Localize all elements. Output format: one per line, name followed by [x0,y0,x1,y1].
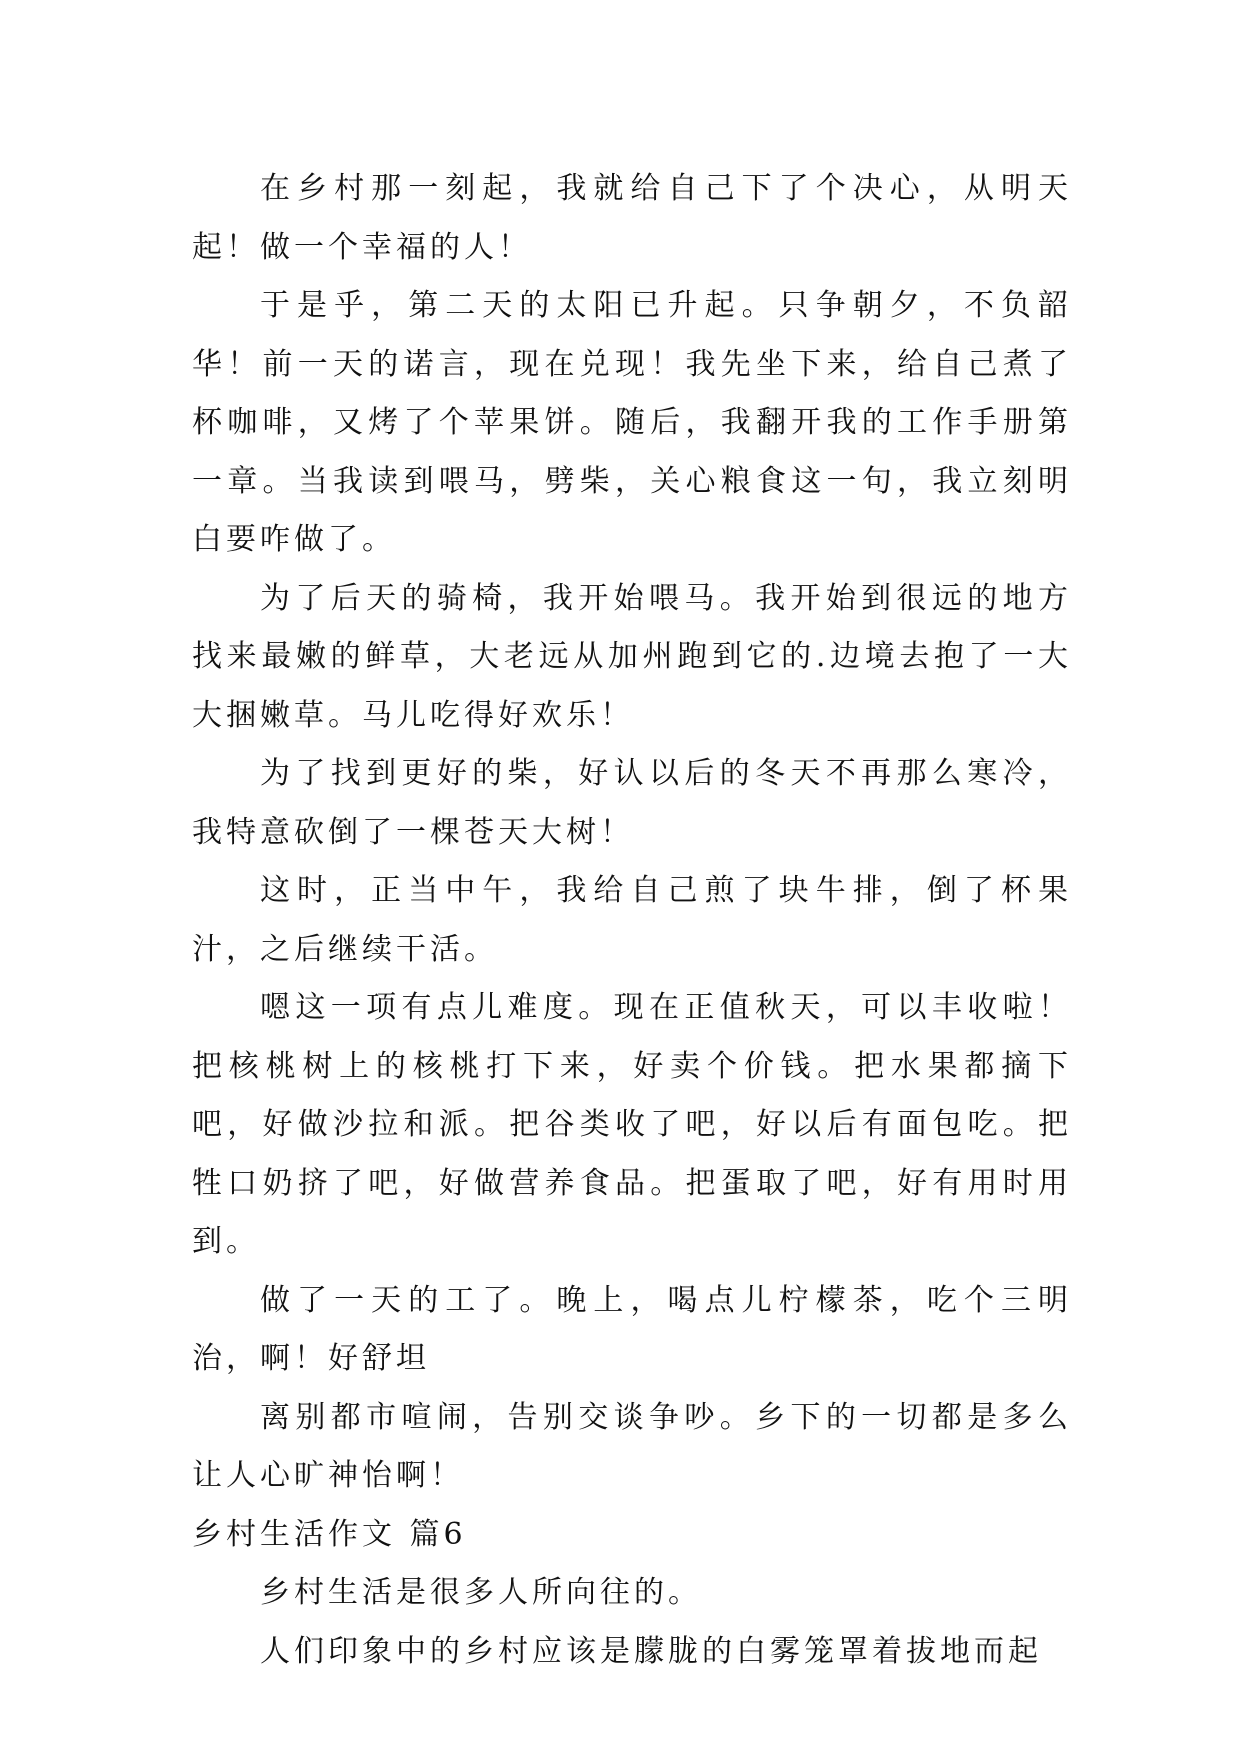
paragraph-evening: 做了一天的工了。晚上，喝点儿柠檬茶，吃个三明治，啊！好舒坦 [192,1282,1072,1376]
document-page [192,160,1072,1681]
paragraph-noon: 这时，正当中午，我给自己煎了块牛排，倒了杯果汁，之后继续干活。 [192,873,1072,967]
paragraph-rural-impression: 人们印象中的乡村应该是朦胧的白雾笼罩着拔地而起 [260,1633,1042,1669]
paragraph-resolution: 在乡村那一刻起，我就给自己下了个决心，从明天起！做一个幸福的人！ [192,171,1072,265]
section-heading: 乡村生活作文 篇6 [192,1516,467,1552]
paragraph-next-day: 于是乎，第二天的太阳已升起。只争朝夕，不负韶华！前一天的诺言，现在兑现！我先坐下来，给自己煮了杯咖啡，又烤了个苹果饼。随后，我翻开我的工作手册第一章。当我读到喂马，劈柴，关心粮食这一句，我立刻明白要咋做了。 [192,288,1072,557]
paragraph-chop-wood: 为了找到更好的柴，好认以后的冬天不再那么寒冷，我特意砍倒了一棵苍天大树！ [192,756,1072,850]
paragraph-farewell-city: 离别都市喧闹，告别交谈争吵。乡下的一切都是多么让人心旷神怡啊！ [192,1399,1072,1493]
paragraph-harvest: 嗯这一项有点儿难度。现在正值秋天，可以丰收啦！把核桃树上的核桃打下来，好卖个价钱。把水果都摘下吧，好做沙拉和派。把谷类收了吧，好以后有面包吃。把牲口奶挤了吧，好做营养食品。把蛋取了吧，好有用时用到。 [192,990,1072,1259]
paragraph-feed-horse: 为了后天的骑椅，我开始喂马。我开始到很远的地方找来最嫩的鲜草，大老远从加州跑到它的.边境去抱了一大大捆嫩草。马儿吃得好欢乐！ [192,580,1072,733]
paragraph-rural-life-intro: 乡村生活是很多人所向往的。 [260,1575,702,1610]
